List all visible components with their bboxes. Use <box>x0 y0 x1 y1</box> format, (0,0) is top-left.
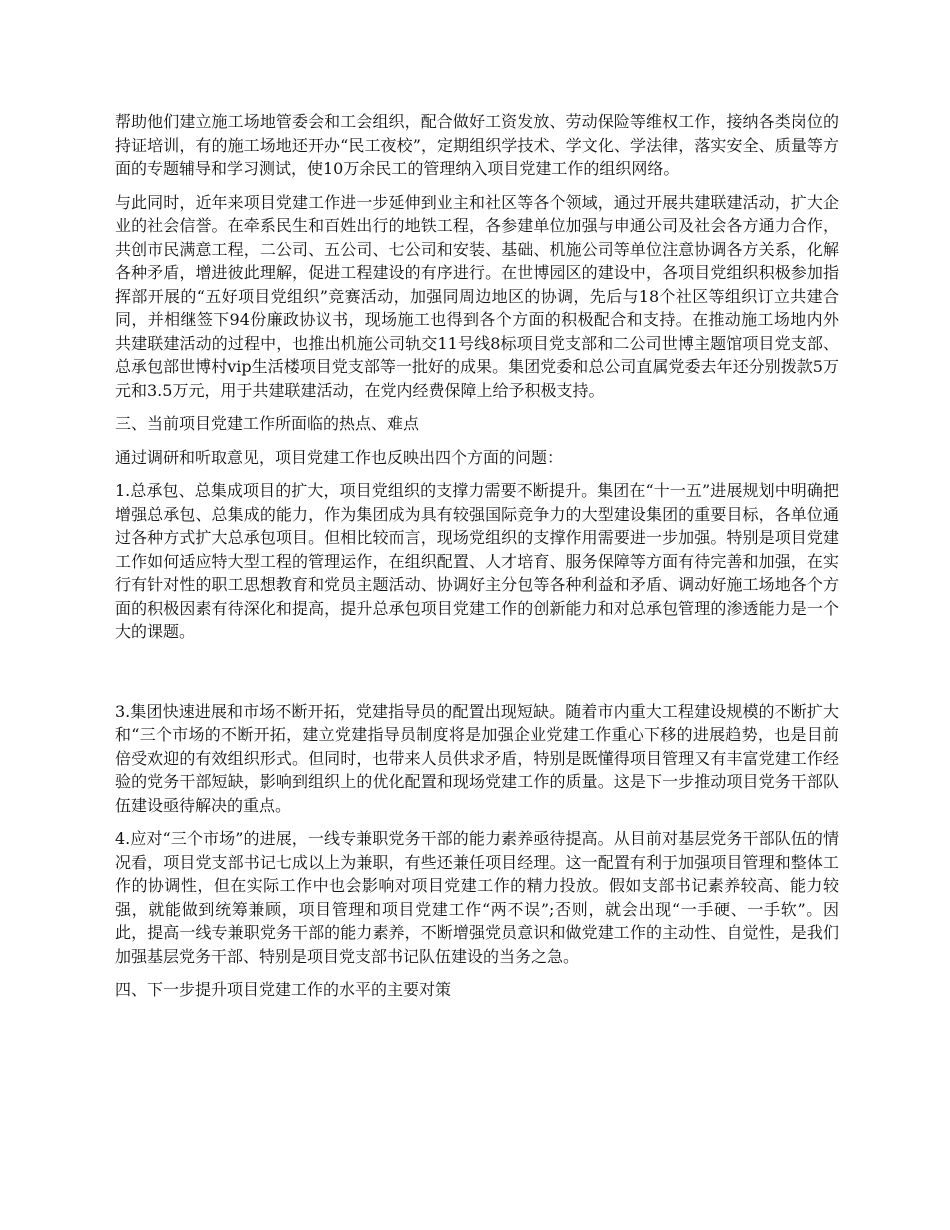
paragraph-issues-intro: 通过调研和听取意见，项目党建工作也反映出四个方面的问题： <box>115 447 564 467</box>
paragraph-issue-3: 3.集团快速进展和市场不断开拓，党建指导员的配置出现短缺。随着市内重大工程建设规模的不断扩大和“三个市场的不断开拓，建立党建指导员制度将是加强企业党建工作重心下移的进展趋势，也是目前倍受欢迎的有效组织形式。但同时，也带来人员供求矛盾，特别是既懂得项目管理又有丰富党建工作经验的党务干部短缺，影响到组织上的优化配置和现场党建工作的质量。这是下一步推动项目党务干部队伍建设亟待解决的重点。 <box>115 701 839 815</box>
paragraph-joint-building: 与此同时，近年来项目党建工作进一步延伸到业主和社区等各个领域，通过开展共建联建活动，扩大企业的社会信誉。在牵系民生和百姓出行的地铁工程，各参建单位加强与申通公司及社会各方通力合作，共创市民满意工程，二公司、五公司、七公司和安装、基础、机施公司等单位注意协调各方关系，化解各种矛盾，增进彼此理解，促进工程建设的有序进行。在世博园区的建设中，各项目党组织积极参加指挥部开展的“五好项目党组织”竞赛活动，加强同周边地区的协调，先后与18个社区等组织订立共建合同，并相继签下94份廉政协议书，现场施工也得到各个方面的积极配合和支持。在推动施工场地内外共建联建活动的过程中，也推出机施公司轨交11号线8标项目党支部和二公司世博主题馆项目党支部、总承包部世博村vip生活楼项目党支部等一批好的成果。集团党委和总公司直属党委去年还分别拨款5万元和3.5万元，用于共建联建活动，在党内经费保障上给予积极支持。 <box>115 192 839 400</box>
section-heading-3: 三、当前项目党建工作所面临的热点、难点 <box>115 414 420 433</box>
document-body <box>115 110 839 1012</box>
section-heading-4: 四、下一步提升项目党建工作的水平的主要对策 <box>115 980 452 999</box>
paragraph-intro: 帮助他们建立施工场地管委会和工会组织，配合做好工资发放、劳动保险等维权工作，接纳各类岗位的持证培训，有的施工场地还开办“民工夜校”，定期组织学技术、学文化、学法律，落实安全、质量等方面的专题辅导和学习测试，使10万余民工的管理纳入项目党建工作的组织网络。 <box>115 112 839 178</box>
paragraph-issue-1: 1.总承包、总集成项目的扩大，项目党组织的支撑力需要不断提升。集团在“十一五”进展规划中明确把增强总承包、总集成的能力，作为集团成为具有较强国际竞争力的大型建设集团的重要目标，各单位通过各种方式扩大总承包项目。但相比较而言，现场党组织的支撑作用需要进一步加强。特别是项目党建工作如何适应特大型工程的管理运作，在组织配置、人才培育、服务保障等方面有待完善和加强，在实行有针对性的职工思想教育和党员主题活动、协调好主分包等各种利益和矛盾、调动好施工场地各个方面的积极因素有待深化和提高，提升总承包项目党建工作的创新能力和对总承包管理的渗透能力是一个大的课题。 <box>115 481 839 641</box>
paragraph-issue-4: 4.应对“三个市场”的进展，一线专兼职党务干部的能力素养亟待提高。从目前对基层党务干部队伍的情况看，项目党支部书记七成以上为兼职，有些还兼任项目经理。这一配置有利于加强项目管理和整体工作的协调性，但在实际工作中也会影响对项目党建工作的精力投放。假如支部书记素养较高、能力较强，就能做到统筹兼顾，项目管理和项目党建工作“两不误”;否则，就会出现“一手硬、一手软”。因此，提高一线专兼职党务干部的能力素养，不断增强党员意识和做党建工作的主动性、自觉性，是我们加强基层党务干部、特别是项目党支部书记队伍建设的当务之急。 <box>115 829 839 966</box>
